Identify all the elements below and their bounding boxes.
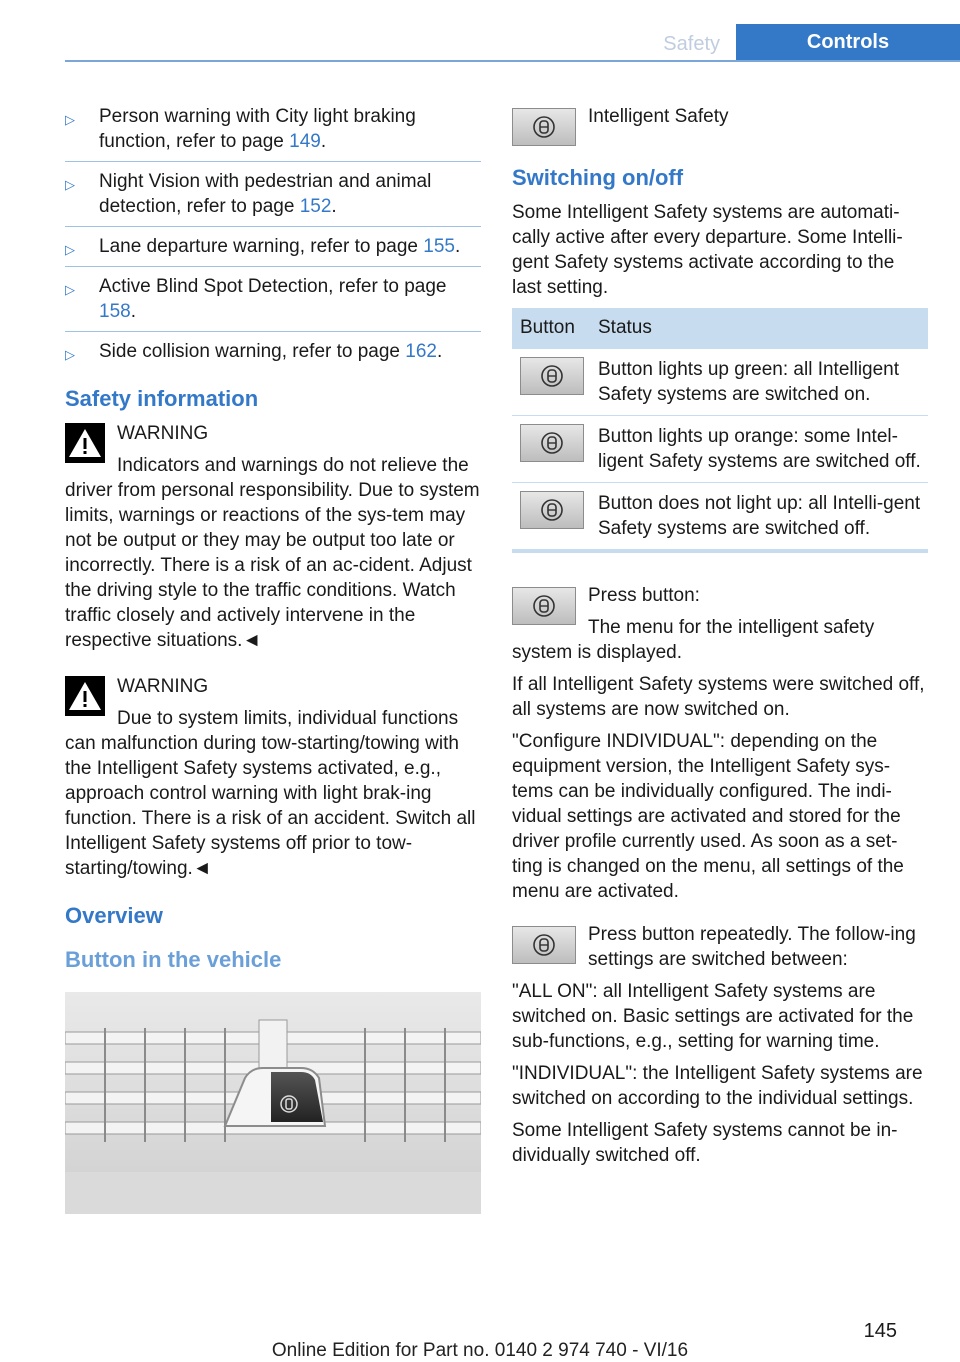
triangle-bullet-icon: ▷ (65, 347, 75, 362)
feature-list (65, 104, 481, 371)
page-link[interactable]: 162 (405, 341, 437, 362)
table-cell-status: Button lights up orange: some Intel-ligent Safety systems are switched off. (590, 416, 928, 483)
intelligent-safety-icon (531, 114, 557, 140)
header-rule (65, 60, 960, 62)
list-item-end: . (130, 301, 136, 322)
vehicle-button-photo (65, 992, 481, 1214)
left-column (65, 104, 481, 1221)
list-item-end: . (454, 236, 461, 257)
safety-heading: Safety information (65, 386, 259, 411)
page-link[interactable]: 152 (299, 196, 332, 217)
list-item (65, 234, 481, 267)
intelligent-safety-icon (531, 932, 557, 958)
table-row (512, 483, 928, 552)
triangle-bullet-icon: ▷ (65, 242, 75, 257)
press-button-image (512, 587, 576, 625)
button-in-vehicle-subheading: Button in the vehicle (65, 947, 282, 972)
triangle-bullet-icon: ▷ (65, 177, 75, 192)
header-chapter-label: Controls (806, 31, 890, 53)
warning-triangle-icon (65, 423, 105, 463)
page-link[interactable]: 149 (289, 131, 321, 152)
table-row (512, 349, 928, 416)
button-label: Intelligent Safety (588, 106, 729, 127)
warning-triangle-icon (65, 676, 105, 716)
list-item (65, 104, 481, 162)
warning-block (65, 421, 481, 660)
page-link[interactable]: 155 (423, 236, 455, 257)
list-item-end: . (320, 131, 327, 152)
list-item-text: Night Vision with pedestrian and animal detection, refer to page (99, 171, 432, 217)
table-header-row (512, 308, 928, 349)
list-item (65, 169, 481, 227)
table-cell-status: Button does not light up: all Intelli-gent Safety systems are switched off. (590, 483, 928, 552)
menu-displayed-text: The menu for the intelligent safety system is displayed. (512, 617, 875, 663)
cannot-switch-off-text: Some Intelligent Safety systems cannot be in-dividually switched off. (512, 1120, 898, 1166)
header-section-label: Safety (663, 33, 720, 55)
all-off-text: If all Intelligent Safety systems were switched off, all systems are now switched on. (512, 674, 925, 720)
table-cell-icon (512, 349, 590, 416)
triangle-bullet-icon: ▷ (65, 112, 75, 127)
list-item-text: Active Blind Spot Detection, refer to page (99, 276, 447, 297)
table-header-button: Button (512, 308, 590, 349)
configure-individual-text: "Configure INDIVIDUAL": depending on the equipment version, the Intelligent Safety sys-tems can be individually configured. The indi-vidual settings are activated and stored for the driver profile currently used. As soon as a set-ting is changed on the menu, all settings of the menu are activated. (512, 731, 904, 902)
list-item-text: Person warning with City light braking function, refer to page (99, 106, 416, 152)
table-row (512, 416, 928, 483)
press-repeatedly-button-image (512, 926, 576, 964)
warning-block (65, 674, 481, 888)
all-on-text: "ALL ON": all Intelligent Safety systems are switched on. Basic settings are activated for the sub-functions, e.g., setting for warning time. (512, 981, 914, 1052)
button-green-image (520, 357, 584, 395)
overview-heading: Overview (65, 903, 163, 928)
list-item-text: Lane departure warning, refer to page (99, 236, 424, 257)
intelligent-safety-icon (539, 497, 565, 523)
table-cell-icon (512, 416, 590, 483)
page-number: 145 (863, 1320, 897, 1342)
warning-body: Indicators and warnings do not relieve the driver from personal responsibility. Due to system limits, warnings or reactions of the sys-tem may not be output or they may be output too late or incorrectly. There is a risk of an ac-cident. Adjust the driving style to the traffic conditions. Watch traffic closely and actively intervene in the respective situations.◄ (65, 455, 480, 651)
switching-text: Some Intelligent Safety systems are automati-cally active after every departure. Some Intelli-gent Safety systems activate according to the last setting. (512, 202, 903, 298)
page-link[interactable]: 158 (99, 301, 131, 322)
list-item-end: . (437, 341, 443, 362)
page-header (0, 0, 960, 64)
status-table (512, 308, 928, 553)
list-item (65, 274, 481, 332)
warning-title: WARNING (117, 423, 209, 444)
intelligent-safety-button-image (512, 108, 576, 146)
list-item-end: . (331, 196, 337, 217)
individual-text: "INDIVIDUAL": the Intelligent Safety systems are switched on according to the individual settings. (512, 1063, 923, 1109)
intelligent-safety-icon (539, 430, 565, 456)
button-orange-image (520, 424, 584, 462)
table-header-status: Status (590, 308, 928, 349)
intelligent-safety-icon (539, 363, 565, 389)
press-repeatedly-text: Press button repeatedly. The follow-ing settings are switched between: (588, 924, 916, 970)
list-item-text: Side collision warning, refer to page (99, 341, 406, 362)
list-item (65, 339, 481, 371)
button-off-image (520, 491, 584, 529)
edition-text: Online Edition for Part no. 0140 2 974 740 - VI/16 (271, 1340, 689, 1361)
press-button-text: Press button: (588, 585, 700, 606)
table-cell-status: Button lights up green: all Intelligent Safety systems are switched on. (590, 349, 928, 416)
warning-body: Due to system limits, individual functions can malfunction during tow-starting/towing with the Intelligent Safety systems activated, e.g., approach control warning with light brak-ing function. There is a risk of an accident. Switch all Intelligent Safety systems off prior to tow-starting/towing.◄ (65, 708, 476, 879)
warning-title: WARNING (117, 676, 209, 697)
table-cell-icon (512, 483, 590, 552)
switching-heading: Switching on/off (512, 165, 684, 190)
right-column (512, 104, 928, 1175)
header-chapter-tab (736, 24, 960, 61)
intelligent-safety-icon (531, 593, 557, 619)
triangle-bullet-icon: ▷ (65, 282, 75, 297)
